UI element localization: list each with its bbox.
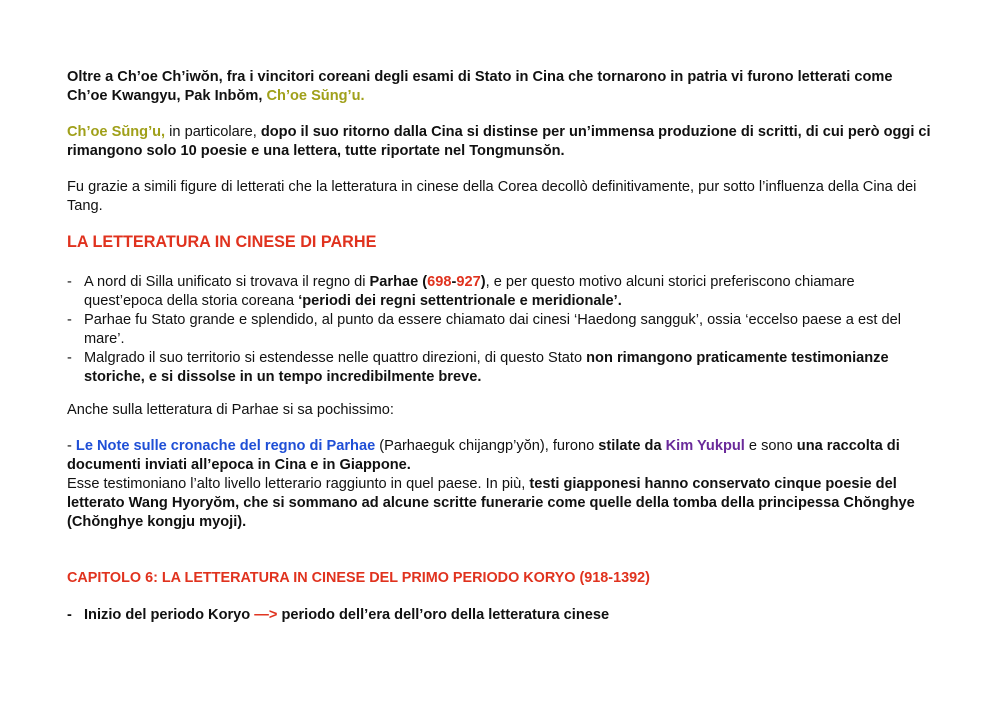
arrow-glyph: —> — [254, 607, 278, 623]
section-heading-parhe: LA LETTERATURA IN CINESE DI PARHE — [67, 233, 377, 251]
text: (Parhaeguk chijangp’yŏn), furono — [375, 438, 599, 454]
chapter-heading: CAPITOLO 6: LA LETTERATURA IN CINESE DEL PRIMO PERIODO KORYO (918-1392) — [67, 570, 650, 586]
paragraph-anche-parhae: Anche sulla letteratura di Parhae si sa pochissimo: — [67, 402, 394, 418]
name-choe-sungu: Ch’oe Sŭng’u. — [266, 88, 365, 104]
list-item-text — [84, 349, 937, 387]
text: Esse testimoniano l’alto livello letterario raggiunto in quel paese. In più, — [67, 476, 530, 492]
bold-text: ‘periodi dei regni settentrionale e meridionale’. — [298, 293, 622, 309]
bold-text: non rimangono praticamente testimonianze storiche, e si dissolse in un tempo incredibilmente breve. — [84, 350, 889, 385]
bold-text: stilate da — [598, 438, 666, 454]
list-item — [67, 349, 937, 387]
work-title: Le Note sulle cronache del regno di Parhae — [75, 438, 376, 454]
list-item-text — [84, 273, 937, 311]
list-item-text — [84, 606, 937, 625]
year-start: 698 — [427, 274, 452, 290]
paragraph-intro-letterati — [67, 68, 937, 106]
paragraph-text: in particolare, — [165, 124, 261, 140]
paren-close: ) — [480, 274, 486, 290]
bold-text: Inizio del periodo Koryo — [84, 607, 255, 623]
paragraph-figure-letterati: Fu grazie a simili figure di letterati che la letteratura in cinese della Corea decollò definitivamente, pur sotto l’influenza della Cina dei Tang. — [67, 179, 917, 214]
author-name: Kim Yukpul — [665, 438, 745, 454]
paragraph-bold-text: Oltre a Ch’oe Ch’iwŏn, fra i vincitori coreani degli esami di Stato in Cina che tornarono in patria vi furono letterati come Ch’oe Kwangyu, Pak Inbŏm, — [67, 69, 893, 104]
year-end: 927 — [456, 274, 481, 290]
name-choe-sungu: Ch’oe Sŭng’u, — [67, 124, 166, 140]
bold-text: testi giapponesi hanno conservato cinque poesie del letterato Wang Hyoryŏm, che si sommano ad alcune scritte funerarie come quelle della tomba della principessa Chŏnghye (Chŏnghye kongju myoji). — [67, 476, 915, 530]
bold-text: periodo dell’era dell’oro della letteratura cinese — [277, 607, 610, 623]
list-dash: - — [67, 274, 72, 290]
list-dash: - — [67, 350, 72, 366]
parhae-bullet-list — [67, 273, 937, 387]
list-item — [67, 273, 937, 311]
text: e sono — [744, 438, 797, 454]
list-item-text: Parhae fu Stato grande e splendido, al punto da essere chiamato dai cinesi ‘Haedong sangguk’, ossia ‘eccelso paese a est del mare’. — [84, 312, 901, 347]
list-dash: - — [67, 312, 72, 328]
list-item-koryo — [67, 606, 937, 625]
list-dash: - — [67, 607, 72, 623]
text: - — [67, 438, 76, 454]
year-separator: - — [451, 274, 457, 290]
text: Malgrado il suo territorio si estendesse nelle quattro direzioni, di questo Stato — [84, 350, 587, 366]
kingdom-name: Parhae ( — [369, 274, 428, 290]
text: A nord di Silla unificato si trovava il regno di — [84, 274, 370, 290]
paragraph-bold-text: dopo il suo ritorno dalla Cina si distinse per un’immensa produzione di scritti, di cui però oggi ci rimangono solo 10 poesie e una lettera, tutte riportate nel Tongmunsŏn. — [67, 124, 931, 159]
paragraph-choe-sungu — [67, 123, 937, 161]
list-item — [67, 311, 937, 349]
bold-text: una raccolta di documenti inviati all’epoca in Cina e in Giappone. — [67, 438, 900, 473]
text: , e per questo motivo alcuni storici preferiscono chiamare quest’epoca della storia coreana — [84, 274, 855, 309]
paragraph-note-cronache — [67, 437, 937, 532]
